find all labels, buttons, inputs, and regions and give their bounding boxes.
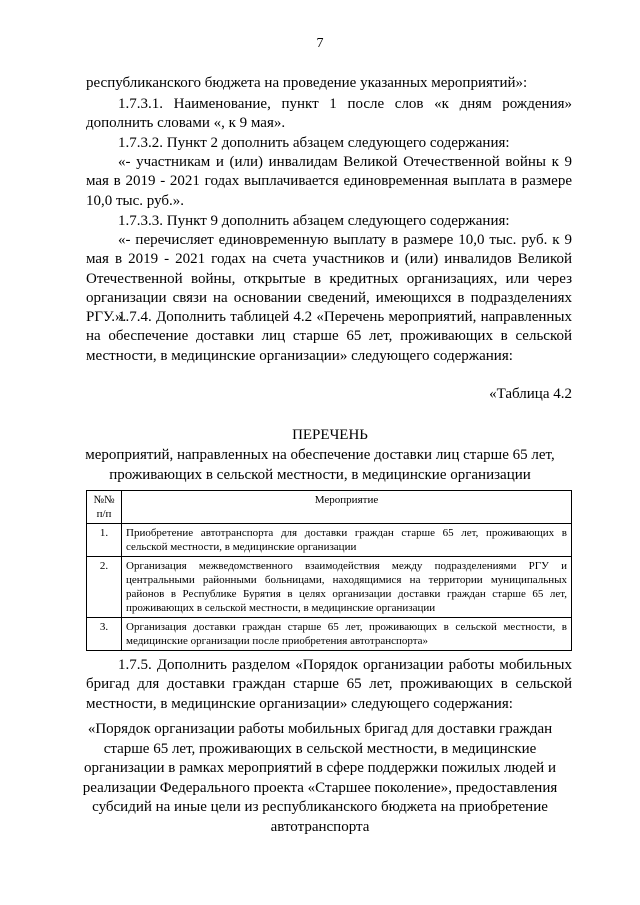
paragraph-1-7-5: 1.7.5. Дополнить разделом «Порядок организации работы мобильных бригад для доставки граждан старше 65 лет, проживающих в сельской местности, в медицинские организации» следующего содержания: (86, 657, 572, 712)
row-number: 3. (87, 618, 122, 651)
header-number: №№ п/п (87, 491, 122, 524)
table-row (87, 618, 572, 651)
row-text: Организация межведомственного взаимодействия между подразделениями РГУ и центральными районными больницами, находящимися на территории муниципальных районов в Республике Бурятия в целях организации доставки граждан старше 65 лет, проживающих в сельской местности, в медицинские организации (122, 557, 572, 618)
table-reference: «Таблица 4.2 (489, 386, 572, 402)
paragraph-1-7-3-1: 1.7.3.1. Наименование, пункт 1 после слов «к дням рождения» дополнить словами «, к 9 мая». (86, 96, 572, 132)
row-number: 2. (87, 557, 122, 618)
header-measure: Мероприятие (122, 491, 572, 524)
table-header-row (87, 491, 572, 524)
paragraph-1-7-3-3: 1.7.3.3. Пункт 9 дополнить абзацем следующего содержания: (118, 213, 510, 229)
paragraph-1-7-4: 1.7.4. Дополнить таблицей 4.2 «Перечень мероприятий, направленных на обеспечение доставки лиц старше 65 лет, проживающих в сельской местности, в медицинские организации» следующего содержания: (86, 309, 572, 364)
paragraph-budget: республиканского бюджета на проведение указанных мероприятий»: (86, 75, 528, 91)
table-row (87, 524, 572, 557)
table-title: ПЕРЕЧЕНЬ (292, 427, 368, 443)
paragraph-quote-veterans: «- участникам и (или) инвалидам Великой Отечественной войны к 9 мая в 2019 - 2021 годах выплачивается единовременная выплата в размере 10,0 тыс. руб.». (86, 154, 572, 209)
table-subtitle: мероприятий, направленных на обеспечение доставки лиц старше 65 лет, проживающих в сельской местности, в медицинские организации (85, 447, 555, 483)
measures-table (86, 490, 572, 651)
page-number: 7 (316, 36, 324, 51)
table-row (87, 557, 572, 618)
paragraph-quote-payment: «- перечисляет единовременную выплату в размере 10,0 тыс. руб. к 9 мая в 2019 - 2021 годах на счета участников и (или) инвалидов Великой Отечественной войны, открытые в кредитных организациях, или через организации связи на основании сведений, имеющихся в подразделениях РГУ.». (86, 232, 572, 326)
row-text: Организация доставки граждан старше 65 лет, проживающих в сельской местности, в медицинские организации после приобретения автотранспорта» (122, 618, 572, 651)
paragraph-1-7-3-2: 1.7.3.2. Пункт 2 дополнить абзацем следующего содержания: (118, 135, 510, 151)
row-number: 1. (87, 524, 122, 557)
section-title: «Порядок организации работы мобильных бригад для доставки граждан старше 65 лет, проживающих в сельской местности, в медицинские организации в рамках мероприятий в сфере поддержки пожилых людей и реализации Федерального проекта «Старшее поколение», предоставления субсидий на иные цели из республиканского бюджета на приобретение автотранспорта (82, 721, 558, 835)
row-text: Приобретение автотранспорта для доставки граждан старше 65 лет, проживающих в сельской местности, в медицинские организации (122, 524, 572, 557)
